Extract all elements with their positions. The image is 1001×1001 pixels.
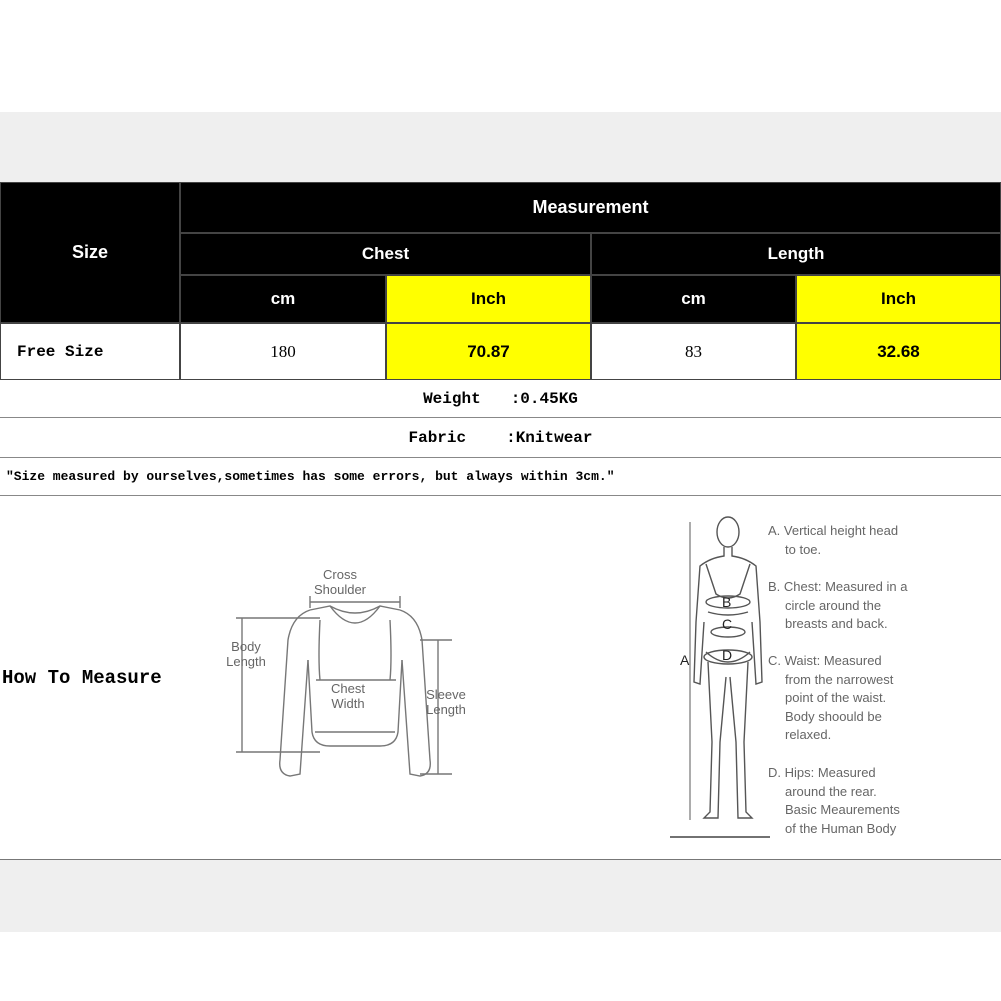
- chest-cm-value: 180: [180, 323, 386, 380]
- body-letter-b: B: [722, 594, 732, 610]
- note-row: [0, 458, 1001, 496]
- body-letter-d: D: [722, 647, 733, 663]
- unit-cm-length: cm: [591, 275, 796, 323]
- length-header: Length: [591, 233, 1001, 275]
- sleeve-length-label: Sleeve Length: [426, 687, 466, 717]
- length-cm-value: 83: [591, 323, 796, 380]
- chest-inch-value: 70.87: [386, 323, 591, 380]
- weight-value: :0.45KG: [510, 389, 578, 408]
- chest-width-label: Chest Width: [331, 681, 365, 711]
- size-value: Free Size: [0, 323, 180, 380]
- cross-shoulder-label: Cross Shoulder: [313, 567, 367, 597]
- measurement-header: Measurement: [180, 182, 1001, 233]
- unit-inch-chest: Inch: [386, 275, 591, 323]
- weight-label: Weight: [423, 389, 481, 408]
- note-text: "Size measured by ourselves,sometimes has some errors, but always within 3cm.": [6, 469, 615, 484]
- legend-b: B. Chest: Measured in a circle around the breasts and back.: [768, 579, 908, 631]
- body-letter-a: A: [680, 652, 690, 668]
- body-letter-c: C: [722, 616, 733, 632]
- legend-c: C. Waist: Measured from the narrowest point of the waist. Body shoould be relaxed.: [768, 653, 894, 742]
- legend-d: D. Hips: Measured around the rear. Basic Meaurements of the Human Body: [768, 765, 900, 836]
- size-header: Size: [0, 182, 180, 323]
- chest-header: Chest: [180, 233, 591, 275]
- body-length-label: Body Length: [226, 639, 266, 669]
- unit-cm-chest: cm: [180, 275, 386, 323]
- weight-row: [0, 380, 1001, 418]
- fabric-row: [0, 418, 1001, 458]
- body-diagram: [670, 512, 770, 842]
- how-to-measure-label: How To Measure: [2, 667, 162, 689]
- legend-a: A. Vertical height head to toe.: [768, 523, 899, 557]
- unit-inch-length: Inch: [796, 275, 1001, 323]
- fabric-label: Fabric: [408, 428, 467, 447]
- length-inch-value: 32.68: [796, 323, 1001, 380]
- fabric-value: :Knitwear: [506, 428, 593, 447]
